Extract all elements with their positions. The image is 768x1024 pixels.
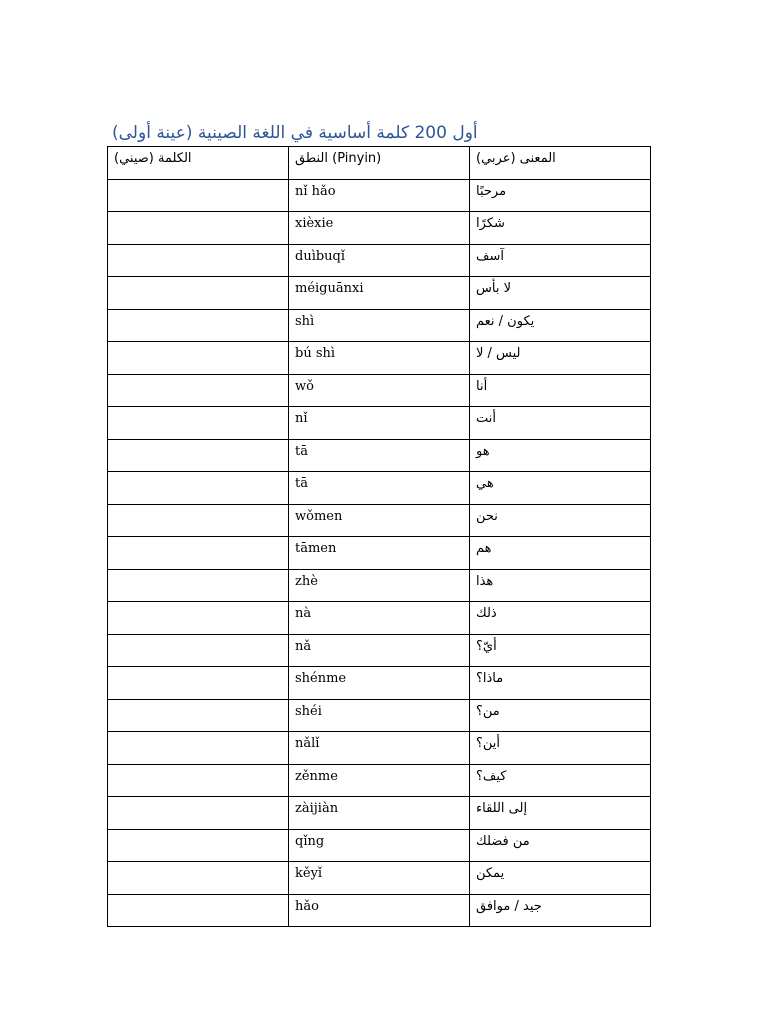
table-row bbox=[108, 472, 651, 505]
cell-chinese bbox=[108, 829, 289, 862]
cell-chinese bbox=[108, 244, 289, 277]
cell-arabic: هم bbox=[470, 537, 651, 570]
table-row bbox=[108, 797, 651, 830]
cell-pinyin: nǎ bbox=[289, 634, 470, 667]
cell-chinese bbox=[108, 342, 289, 375]
table-row bbox=[108, 277, 651, 310]
cell-arabic: يكون / نعم bbox=[470, 309, 651, 342]
cell-pinyin: hǎo bbox=[289, 894, 470, 927]
cell-pinyin: tāmen bbox=[289, 537, 470, 570]
vocabulary-table bbox=[107, 146, 651, 927]
table-row bbox=[108, 407, 651, 440]
cell-chinese bbox=[108, 504, 289, 537]
cell-pinyin: wǒ bbox=[289, 374, 470, 407]
cell-chinese bbox=[108, 894, 289, 927]
cell-arabic: إلى اللقاء bbox=[470, 797, 651, 830]
cell-chinese bbox=[108, 602, 289, 635]
cell-pinyin: méiguānxi bbox=[289, 277, 470, 310]
cell-pinyin: zěnme bbox=[289, 764, 470, 797]
header-pinyin: النطق (Pinyin) bbox=[289, 147, 470, 180]
table-body bbox=[108, 179, 651, 927]
cell-arabic: أنا bbox=[470, 374, 651, 407]
cell-pinyin: nǐ bbox=[289, 407, 470, 440]
cell-pinyin: zhè bbox=[289, 569, 470, 602]
cell-arabic: أنت bbox=[470, 407, 651, 440]
cell-pinyin: zàijiàn bbox=[289, 797, 470, 830]
cell-pinyin: duìbuqǐ bbox=[289, 244, 470, 277]
cell-arabic: هو bbox=[470, 439, 651, 472]
table-row bbox=[108, 374, 651, 407]
cell-arabic: آسف bbox=[470, 244, 651, 277]
cell-pinyin: kěyǐ bbox=[289, 862, 470, 895]
cell-chinese bbox=[108, 634, 289, 667]
cell-chinese bbox=[108, 407, 289, 440]
cell-arabic: أين؟ bbox=[470, 732, 651, 765]
table-row bbox=[108, 764, 651, 797]
cell-arabic: من؟ bbox=[470, 699, 651, 732]
table-row bbox=[108, 212, 651, 245]
cell-chinese bbox=[108, 179, 289, 212]
table-row bbox=[108, 342, 651, 375]
table-row bbox=[108, 537, 651, 570]
header-arabic: المعنى (عربي) bbox=[470, 147, 651, 180]
table-row bbox=[108, 667, 651, 700]
table-row bbox=[108, 569, 651, 602]
cell-chinese bbox=[108, 667, 289, 700]
cell-arabic: يمكن bbox=[470, 862, 651, 895]
cell-arabic: ذلك bbox=[470, 602, 651, 635]
cell-arabic: ماذا؟ bbox=[470, 667, 651, 700]
cell-chinese bbox=[108, 862, 289, 895]
cell-arabic: أيّ؟ bbox=[470, 634, 651, 667]
cell-pinyin: tā bbox=[289, 439, 470, 472]
cell-pinyin: nà bbox=[289, 602, 470, 635]
cell-chinese bbox=[108, 277, 289, 310]
cell-pinyin: shénme bbox=[289, 667, 470, 700]
cell-pinyin: shì bbox=[289, 309, 470, 342]
cell-chinese bbox=[108, 797, 289, 830]
cell-arabic: ليس / لا bbox=[470, 342, 651, 375]
table-row bbox=[108, 862, 651, 895]
cell-chinese bbox=[108, 309, 289, 342]
cell-arabic: كيف؟ bbox=[470, 764, 651, 797]
cell-pinyin: nǎlǐ bbox=[289, 732, 470, 765]
cell-chinese bbox=[108, 764, 289, 797]
cell-arabic: لا بأس bbox=[470, 277, 651, 310]
cell-arabic: نحن bbox=[470, 504, 651, 537]
table-row bbox=[108, 634, 651, 667]
cell-arabic: هي bbox=[470, 472, 651, 505]
cell-pinyin: qǐng bbox=[289, 829, 470, 862]
cell-chinese bbox=[108, 537, 289, 570]
cell-chinese bbox=[108, 472, 289, 505]
cell-pinyin: shéi bbox=[289, 699, 470, 732]
table-row bbox=[108, 732, 651, 765]
table-row bbox=[108, 309, 651, 342]
cell-arabic: من فضلك bbox=[470, 829, 651, 862]
cell-pinyin: nǐ hǎo bbox=[289, 179, 470, 212]
cell-chinese bbox=[108, 732, 289, 765]
table-row bbox=[108, 244, 651, 277]
table-row bbox=[108, 602, 651, 635]
cell-arabic: مرحبًا bbox=[470, 179, 651, 212]
table-row bbox=[108, 699, 651, 732]
cell-chinese bbox=[108, 699, 289, 732]
table-row bbox=[108, 439, 651, 472]
table-row bbox=[108, 504, 651, 537]
table-row bbox=[108, 829, 651, 862]
cell-chinese bbox=[108, 374, 289, 407]
cell-pinyin: bú shì bbox=[289, 342, 470, 375]
cell-arabic: هذا bbox=[470, 569, 651, 602]
table-header-row bbox=[108, 147, 651, 180]
header-chinese: الكلمة (صيني) bbox=[108, 147, 289, 180]
cell-arabic: شكرًا bbox=[470, 212, 651, 245]
cell-arabic: جيد / موافق bbox=[470, 894, 651, 927]
document-title: أول 200 كلمة أساسية في اللغة الصينية (عينة أولى) bbox=[112, 123, 478, 143]
cell-chinese bbox=[108, 439, 289, 472]
table-row bbox=[108, 894, 651, 927]
table-row bbox=[108, 179, 651, 212]
cell-pinyin: tā bbox=[289, 472, 470, 505]
cell-pinyin: xièxie bbox=[289, 212, 470, 245]
cell-chinese bbox=[108, 212, 289, 245]
cell-chinese bbox=[108, 569, 289, 602]
cell-pinyin: wǒmen bbox=[289, 504, 470, 537]
